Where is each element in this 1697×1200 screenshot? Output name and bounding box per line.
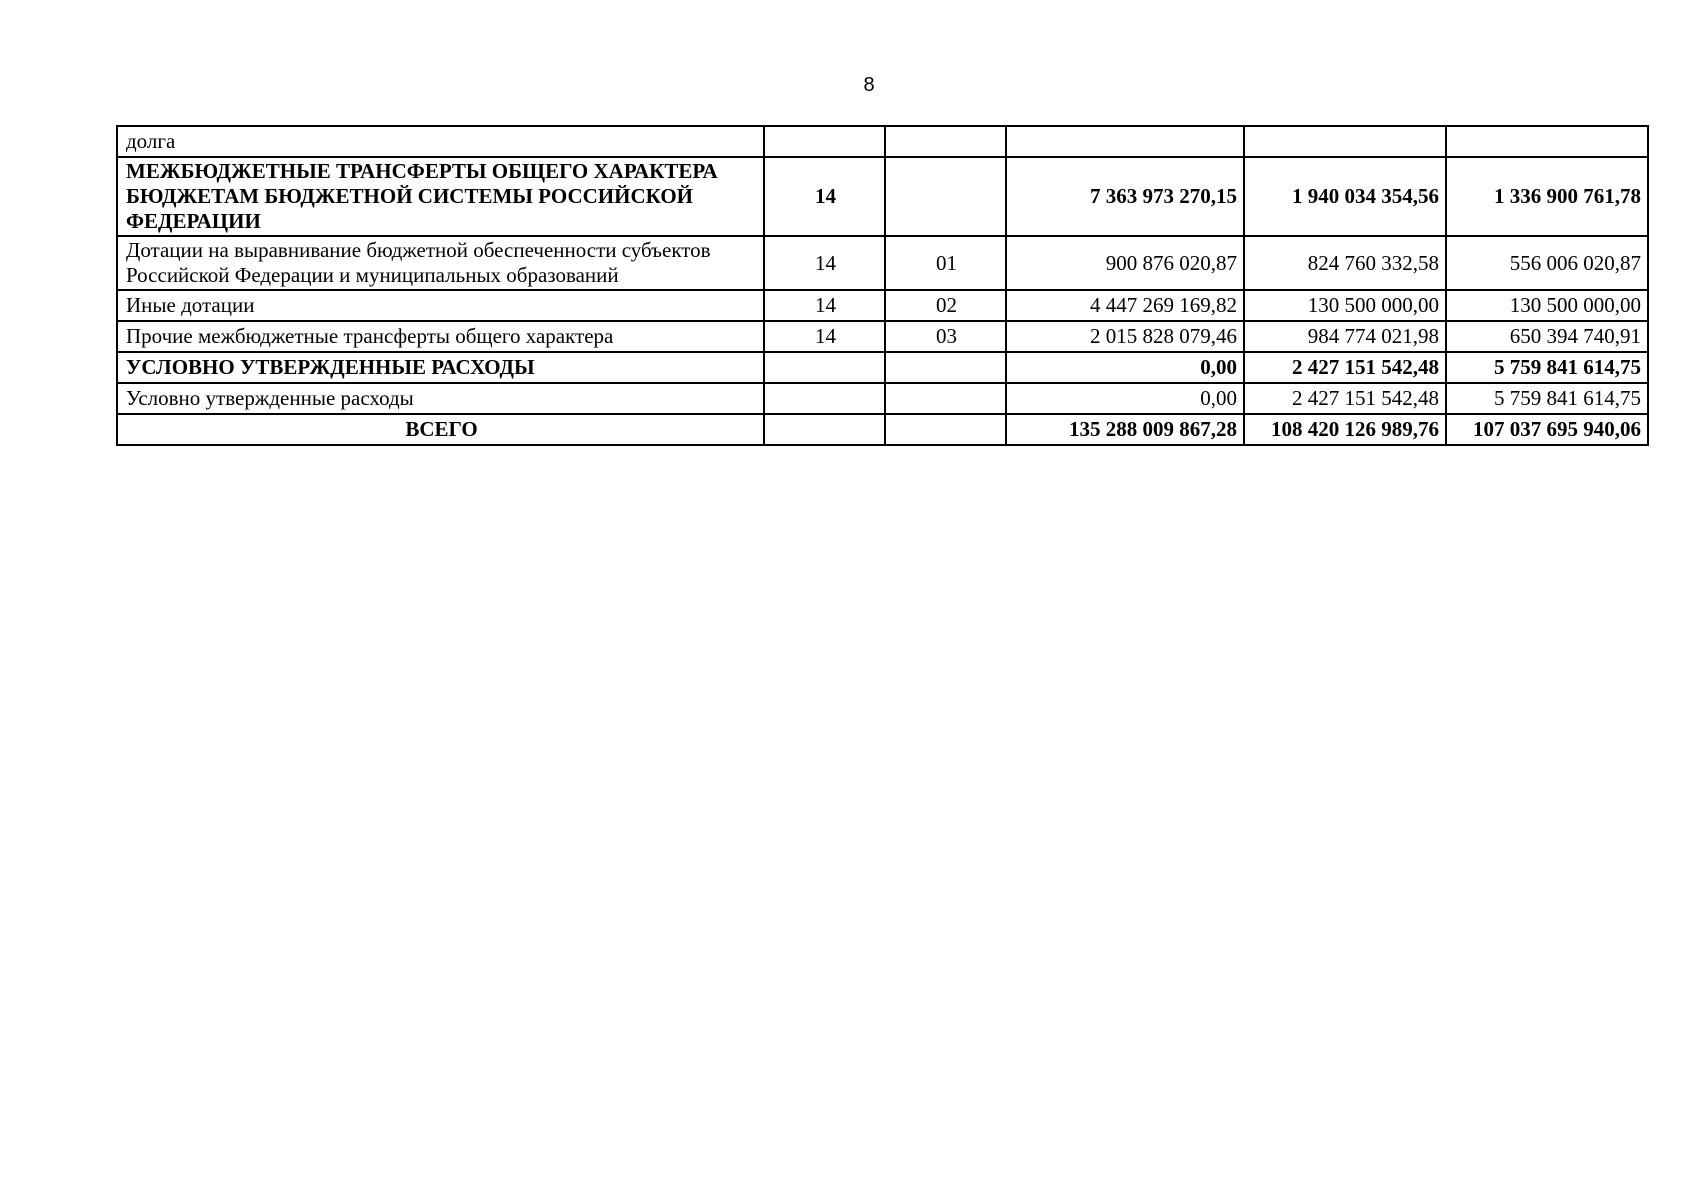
row-amount-year2: 2 427 151 542,48 — [1244, 352, 1446, 383]
table-row — [117, 383, 1648, 414]
row-amount-year2: 824 760 332,58 — [1244, 236, 1446, 290]
row-amount-year2: 2 427 151 542,48 — [1244, 383, 1446, 414]
row-section-code — [764, 352, 885, 383]
row-amount-year1 — [1006, 126, 1244, 157]
table-row — [117, 290, 1648, 321]
row-section-code: 14 — [764, 236, 885, 290]
row-subsection-code: 02 — [885, 290, 1006, 321]
row-amount-year3: 5 759 841 614,75 — [1446, 352, 1648, 383]
table-row — [117, 321, 1648, 352]
budget-table — [116, 125, 1649, 446]
row-subsection-code — [885, 383, 1006, 414]
row-subsection-code — [885, 352, 1006, 383]
row-name: УСЛОВНО УТВЕРЖДЕННЫЕ РАСХОДЫ — [117, 352, 764, 383]
table-row — [117, 126, 1648, 157]
row-amount-year3: 556 006 020,87 — [1446, 236, 1648, 290]
row-name: долга — [117, 126, 764, 157]
row-section-code: 14 — [764, 157, 885, 236]
row-section-code — [764, 414, 885, 445]
row-amount-year1: 0,00 — [1006, 383, 1244, 414]
row-amount-year3: 650 394 740,91 — [1446, 321, 1648, 352]
row-section-code: 14 — [764, 290, 885, 321]
row-name: Дотации на выравнивание бюджетной обеспеченности субъектов Российской Федерации и муниципальных образований — [117, 236, 764, 290]
row-subsection-code: 03 — [885, 321, 1006, 352]
row-amount-year1: 135 288 009 867,28 — [1006, 414, 1244, 445]
row-amount-year1: 0,00 — [1006, 352, 1244, 383]
row-name: МЕЖБЮДЖЕТНЫЕ ТРАНСФЕРТЫ ОБЩЕГО ХАРАКТЕРА БЮДЖЕТАМ БЮДЖЕТНОЙ СИСТЕМЫ РОССИЙСКОЙ ФЕДЕРАЦИИ — [117, 157, 764, 236]
row-amount-year1: 2 015 828 079,46 — [1006, 321, 1244, 352]
row-subsection-code — [885, 157, 1006, 236]
row-name: Иные дотации — [117, 290, 764, 321]
row-name: Прочие межбюджетные трансферты общего характера — [117, 321, 764, 352]
row-amount-year3: 130 500 000,00 — [1446, 290, 1648, 321]
row-section-code — [764, 383, 885, 414]
row-amount-year3: 107 037 695 940,06 — [1446, 414, 1648, 445]
row-amount-year1: 900 876 020,87 — [1006, 236, 1244, 290]
row-amount-year2: 108 420 126 989,76 — [1244, 414, 1446, 445]
row-amount-year1: 4 447 269 169,82 — [1006, 290, 1244, 321]
table-row-section — [117, 157, 1648, 236]
row-section-code: 14 — [764, 321, 885, 352]
row-amount-year2 — [1244, 126, 1446, 157]
row-subsection-code: 01 — [885, 236, 1006, 290]
row-amount-year3: 5 759 841 614,75 — [1446, 383, 1648, 414]
row-amount-year3 — [1446, 126, 1648, 157]
row-amount-year2: 130 500 000,00 — [1244, 290, 1446, 321]
row-amount-year1: 7 363 973 270,15 — [1006, 157, 1244, 236]
row-name: ВСЕГО — [117, 414, 764, 445]
row-amount-year2: 1 940 034 354,56 — [1244, 157, 1446, 236]
row-amount-year3: 1 336 900 761,78 — [1446, 157, 1648, 236]
table-row-section — [117, 352, 1648, 383]
table-row — [117, 236, 1648, 290]
row-section-code — [764, 126, 885, 157]
row-amount-year2: 984 774 021,98 — [1244, 321, 1446, 352]
row-subsection-code — [885, 126, 1006, 157]
row-name: Условно утвержденные расходы — [117, 383, 764, 414]
page-number: 8 — [863, 74, 875, 96]
table-row-total — [117, 414, 1648, 445]
row-subsection-code — [885, 414, 1006, 445]
